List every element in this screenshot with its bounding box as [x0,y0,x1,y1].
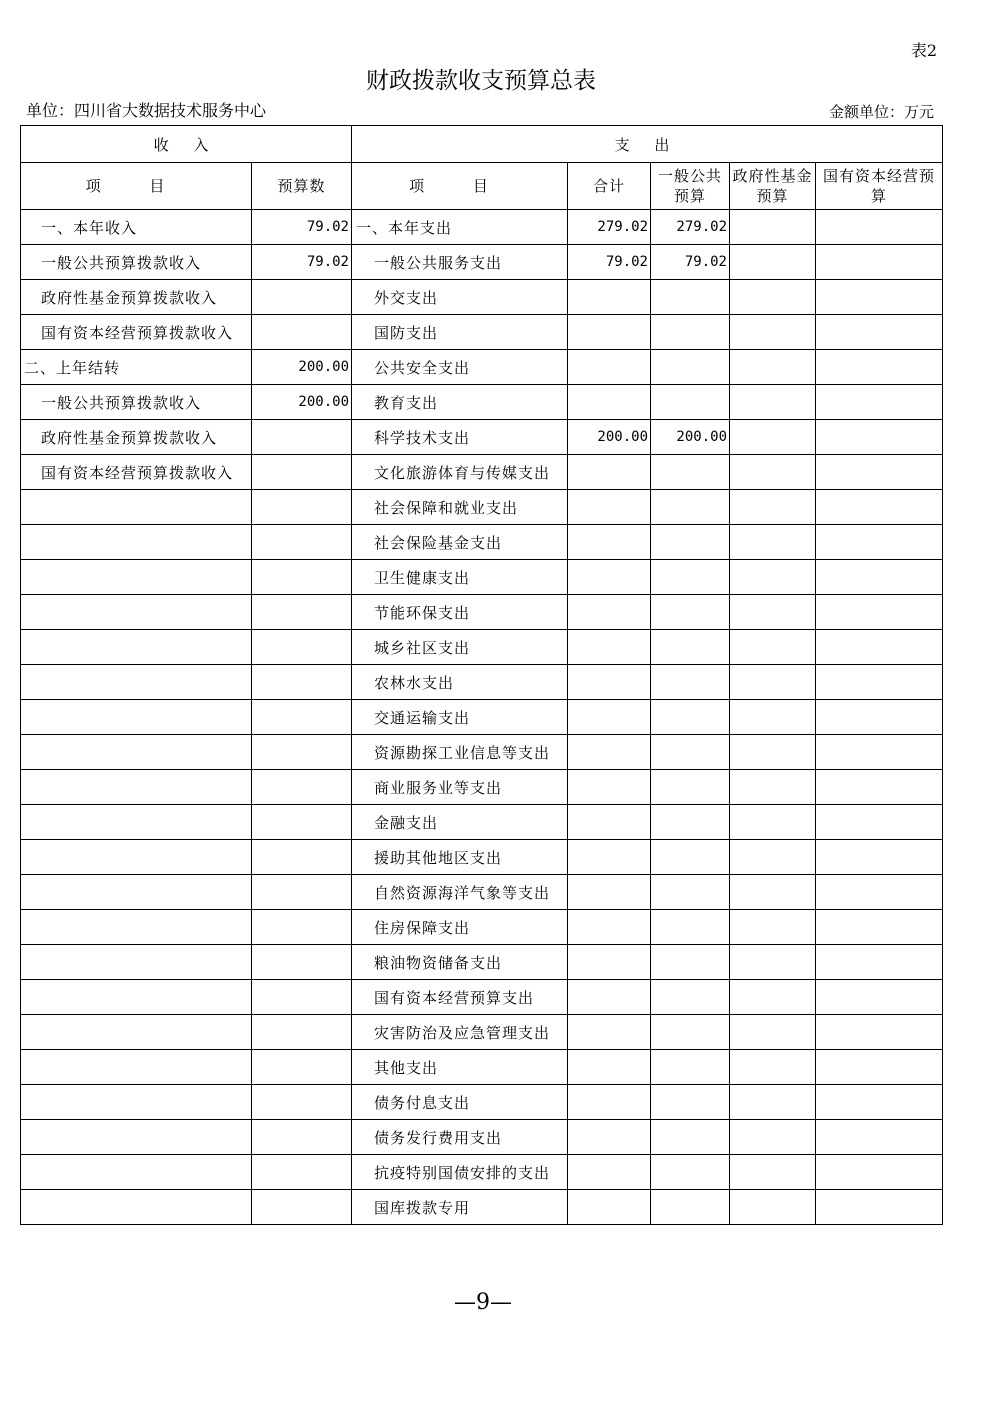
gov-fund-cell [730,420,816,455]
income-item-cell [21,980,252,1015]
general-budget-cell: 79.02 [651,245,730,280]
gov-fund-cell [730,1190,816,1225]
total-cell [568,840,651,875]
income-item-cell [21,735,252,770]
table-row [21,805,943,840]
total-cell [568,735,651,770]
table-row [21,840,943,875]
expense-item-cell: 债务发行费用支出 [352,1120,568,1155]
income-item-cell [21,1015,252,1050]
income-item-cell [21,595,252,630]
expense-item-cell: 金融支出 [352,805,568,840]
general-budget-cell [651,490,730,525]
state-capital-cell [816,700,943,735]
income-amount-cell [252,735,352,770]
income-item-cell: 政府性基金预算拨款收入 [21,280,252,315]
total-cell [568,665,651,700]
page-title: 财政拨款收支预算总表 [366,68,596,94]
income-item-cell [21,1155,252,1190]
income-amount-cell [252,945,352,980]
total-cell [568,490,651,525]
expense-item-cell: 住房保障支出 [352,910,568,945]
state-capital-cell [816,630,943,665]
expense-item-cell: 农林水支出 [352,665,568,700]
state-capital-cell [816,980,943,1015]
income-amount-cell: 79.02 [252,245,352,280]
state-capital-cell [816,1015,943,1050]
income-amount-cell: 200.00 [252,385,352,420]
total-cell [568,280,651,315]
unit-label: 单位：四川省大数据技术服务中心 [26,101,267,120]
gov-fund-cell [730,280,816,315]
general-budget-cell [651,840,730,875]
gov-fund-cell [730,980,816,1015]
general-budget-cell [651,630,730,665]
state-capital-cell [816,805,943,840]
table-row [21,525,943,560]
table-row [21,1050,943,1085]
gov-fund-cell [730,1050,816,1085]
state-capital-cell [816,1120,943,1155]
table-row [21,665,943,700]
state-capital-cell [816,455,943,490]
table-row [21,630,943,665]
total-cell [568,980,651,1015]
table-row [21,280,943,315]
general-budget-cell [651,455,730,490]
income-amount-cell [252,1120,352,1155]
budget-table [20,125,943,1225]
gov-fund-cell [730,490,816,525]
gov-fund-cell [730,210,816,245]
state-capital-cell [816,560,943,595]
total-cell [568,805,651,840]
income-item-cell: 二、上年结转 [21,350,252,385]
general-budget-cell [651,350,730,385]
expense-item-cell: 城乡社区支出 [352,630,568,665]
expense-item-cell: 一、本年支出 [352,210,568,245]
income-item-cell [21,1085,252,1120]
income-amount-cell [252,490,352,525]
state-capital-cell [816,385,943,420]
income-amount-cell [252,560,352,595]
income-item-cell [21,560,252,595]
total-cell [568,1120,651,1155]
table-row [21,1155,943,1190]
page-number: —9— [454,1290,512,1315]
income-item-cell: 一般公共预算拨款收入 [21,245,252,280]
total-cell [568,315,651,350]
income-item-cell: 国有资本经营预算拨款收入 [21,455,252,490]
state-capital-cell [816,840,943,875]
total-cell [568,875,651,910]
expense-item-cell: 国库拨款专用 [352,1190,568,1225]
total-cell [568,455,651,490]
income-amount-cell [252,910,352,945]
gov-fund-cell [730,385,816,420]
expense-item-cell: 社会保险基金支出 [352,525,568,560]
gov-fund-cell [730,455,816,490]
total-cell [568,1155,651,1190]
table-number: 表2 [910,41,937,60]
table-row [21,980,943,1015]
general-budget-cell [651,560,730,595]
gov-fund-cell [730,630,816,665]
income-amount-cell [252,1015,352,1050]
income-item-cell: 国有资本经营预算拨款收入 [21,315,252,350]
state-capital-cell [816,735,943,770]
expense-item-cell: 科学技术支出 [352,420,568,455]
state-capital-cell [816,1085,943,1120]
gov-fund-cell [730,560,816,595]
income-header: 收 入 [21,126,352,163]
general-budget-cell [651,595,730,630]
income-amount-cell [252,700,352,735]
income-item-cell [21,700,252,735]
table-row [21,385,943,420]
total-cell [568,770,651,805]
expense-item-cell: 灾害防治及应急管理支出 [352,1015,568,1050]
gov-fund-cell [730,1155,816,1190]
table-row [21,1190,943,1225]
income-item-cell [21,665,252,700]
gov-fund-header: 政府性基金预算 [730,163,816,210]
expense-item-cell: 教育支出 [352,385,568,420]
income-item-cell [21,1120,252,1155]
state-capital-cell [816,315,943,350]
general-budget-cell [651,735,730,770]
table-row [21,210,943,245]
gov-fund-cell [730,840,816,875]
state-capital-cell [816,490,943,525]
income-item-cell [21,910,252,945]
table-row [21,315,943,350]
gov-fund-cell [730,805,816,840]
general-budget-cell [651,1050,730,1085]
general-budget-cell [651,875,730,910]
total-cell: 279.02 [568,210,651,245]
general-budget-cell [651,525,730,560]
total-cell [568,525,651,560]
expense-item-cell: 商业服务业等支出 [352,770,568,805]
income-item-cell [21,490,252,525]
table-row [21,595,943,630]
income-item-cell [21,875,252,910]
expense-item-cell: 国防支出 [352,315,568,350]
income-item-cell: 政府性基金预算拨款收入 [21,420,252,455]
state-capital-cell [816,245,943,280]
general-budget-cell [651,1120,730,1155]
general-budget-cell: 279.02 [651,210,730,245]
income-amount-cell [252,455,352,490]
general-budget-cell [651,1155,730,1190]
income-amount-cell [252,595,352,630]
income-amount-cell [252,1155,352,1190]
total-cell [568,630,651,665]
table-row [21,770,943,805]
general-budget-cell [651,945,730,980]
income-amount-cell [252,805,352,840]
income-amount-cell [252,980,352,1015]
header-row-group [21,126,943,163]
expense-item-cell: 自然资源海洋气象等支出 [352,875,568,910]
state-capital-cell [816,945,943,980]
general-budget-cell [651,910,730,945]
general-budget-cell [651,1190,730,1225]
income-item-cell [21,840,252,875]
income-amount-cell [252,665,352,700]
table-row [21,350,943,385]
expense-item-cell: 国有资本经营预算支出 [352,980,568,1015]
gov-fund-cell [730,315,816,350]
state-capital-cell [816,665,943,700]
state-capital-cell [816,910,943,945]
expense-item-cell: 资源勘探工业信息等支出 [352,735,568,770]
income-amount-cell [252,525,352,560]
total-cell [568,1015,651,1050]
total-cell: 79.02 [568,245,651,280]
general-budget-cell [651,665,730,700]
table-row [21,1015,943,1050]
gov-fund-cell [730,595,816,630]
expense-item-cell: 一般公共服务支出 [352,245,568,280]
total-cell [568,700,651,735]
income-amount-cell [252,1050,352,1085]
expense-item-cell: 抗疫特别国债安排的支出 [352,1155,568,1190]
gov-fund-cell [730,875,816,910]
expense-item-cell: 节能环保支出 [352,595,568,630]
expense-header: 支 出 [352,126,943,163]
expense-item-cell: 社会保障和就业支出 [352,490,568,525]
money-unit-label: 金额单位：万元 [828,103,934,121]
general-budget-cell [651,805,730,840]
total-cell: 200.00 [568,420,651,455]
expense-item-cell: 其他支出 [352,1050,568,1085]
table-row [21,875,943,910]
table-row [21,735,943,770]
total-cell [568,350,651,385]
gov-fund-cell [730,910,816,945]
table-row [21,455,943,490]
budget-amount-header: 预算数 [252,163,352,210]
general-budget-cell [651,980,730,1015]
table-row [21,700,943,735]
general-budget-cell [651,280,730,315]
expense-item-cell: 援助其他地区支出 [352,840,568,875]
gov-fund-cell [730,735,816,770]
income-item-cell [21,770,252,805]
expense-item-cell: 粮油物资储备支出 [352,945,568,980]
general-budget-header: 一般公共预算 [651,163,730,210]
gov-fund-cell [730,1015,816,1050]
general-budget-cell [651,1085,730,1120]
state-capital-cell [816,280,943,315]
total-cell [568,945,651,980]
gov-fund-cell [730,700,816,735]
total-cell [568,910,651,945]
income-amount-cell [252,1190,352,1225]
gov-fund-cell [730,525,816,560]
total-cell [568,385,651,420]
general-budget-cell [651,385,730,420]
income-amount-cell [252,1085,352,1120]
total-header: 合计 [568,163,651,210]
state-capital-cell [816,875,943,910]
income-amount-cell [252,840,352,875]
gov-fund-cell [730,350,816,385]
expense-item-cell: 交通运输支出 [352,700,568,735]
income-amount-cell [252,630,352,665]
table-row [21,1120,943,1155]
general-budget-cell [651,770,730,805]
gov-fund-cell [730,245,816,280]
income-amount-cell [252,280,352,315]
income-amount-cell [252,420,352,455]
table-row [21,945,943,980]
income-amount-cell: 79.02 [252,210,352,245]
header-row-columns [21,163,943,210]
income-item-cell [21,945,252,980]
state-capital-header: 国有资本经营预算 [816,163,943,210]
table-row [21,1085,943,1120]
state-capital-cell [816,525,943,560]
income-amount-cell: 200.00 [252,350,352,385]
total-cell [568,1190,651,1225]
state-capital-cell [816,1190,943,1225]
general-budget-cell: 200.00 [651,420,730,455]
income-item-cell: 一般公共预算拨款收入 [21,385,252,420]
general-budget-cell [651,700,730,735]
state-capital-cell [816,1155,943,1190]
income-amount-cell [252,315,352,350]
expense-item-cell: 债务付息支出 [352,1085,568,1120]
table-row [21,420,943,455]
expense-item-cell: 文化旅游体育与传媒支出 [352,455,568,490]
gov-fund-cell [730,945,816,980]
general-budget-cell [651,315,730,350]
expense-item-header: 项 目 [352,163,568,210]
table-row [21,910,943,945]
total-cell [568,560,651,595]
gov-fund-cell [730,770,816,805]
state-capital-cell [816,350,943,385]
expense-item-cell: 外交支出 [352,280,568,315]
income-item-cell [21,805,252,840]
expense-item-cell: 卫生健康支出 [352,560,568,595]
gov-fund-cell [730,1120,816,1155]
gov-fund-cell [730,1085,816,1120]
income-item-cell: 一、本年收入 [21,210,252,245]
total-cell [568,1085,651,1120]
income-item-cell [21,1050,252,1085]
income-amount-cell [252,875,352,910]
income-item-cell [21,1190,252,1225]
expense-item-cell: 公共安全支出 [352,350,568,385]
income-item-cell [21,630,252,665]
total-cell [568,1050,651,1085]
table-row [21,560,943,595]
gov-fund-cell [730,665,816,700]
state-capital-cell [816,1050,943,1085]
state-capital-cell [816,595,943,630]
state-capital-cell [816,420,943,455]
income-item-header: 项 目 [21,163,252,210]
total-cell [568,595,651,630]
state-capital-cell [816,210,943,245]
income-amount-cell [252,770,352,805]
table-row [21,245,943,280]
table-row [21,490,943,525]
state-capital-cell [816,770,943,805]
income-item-cell [21,525,252,560]
general-budget-cell [651,1015,730,1050]
